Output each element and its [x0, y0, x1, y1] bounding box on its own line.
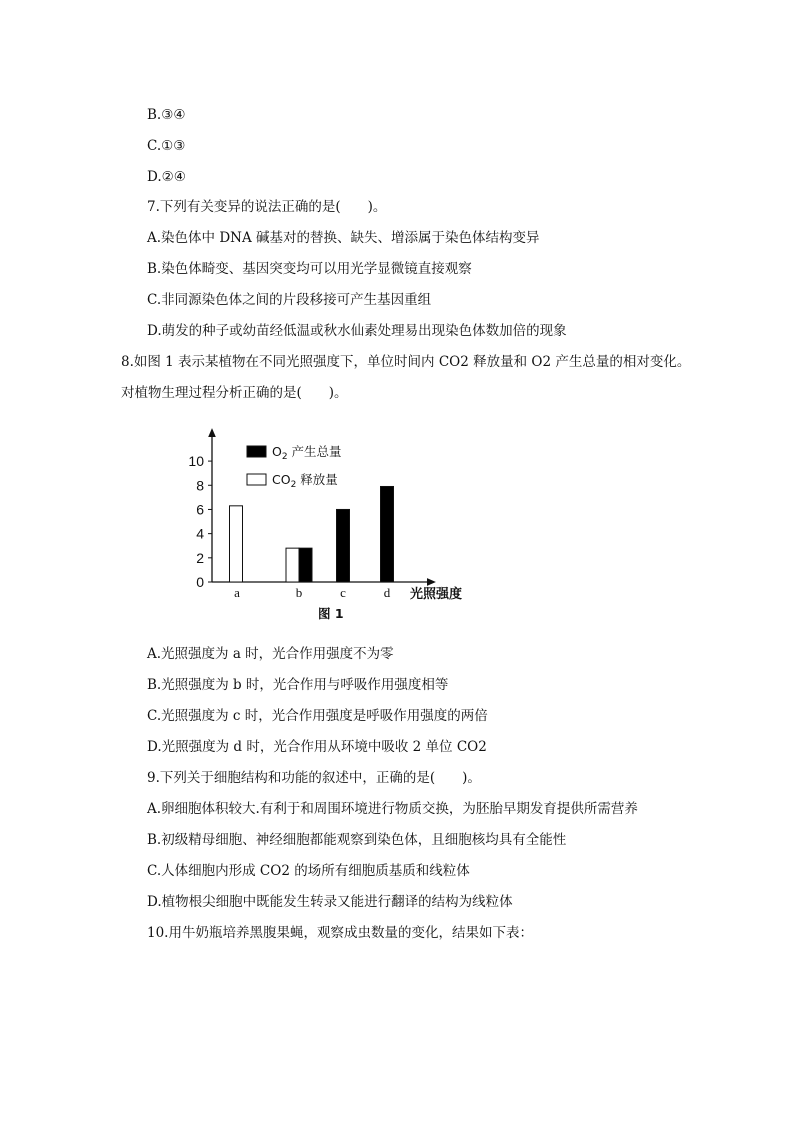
legend-swatch-o2 — [247, 446, 266, 457]
x-category-label-d: d — [383, 585, 391, 600]
chart-svg — [182, 420, 482, 630]
y-tick-label: 8 — [196, 477, 204, 494]
legend-label-co2: $CO_2$ 释放量 — [272, 472, 338, 490]
legend-swatch-co2 — [247, 474, 266, 485]
q7-option-b: B.染色体畸变、基因突变均可以用光学显微镜直接观察 — [147, 261, 472, 277]
y-tick-label: 2 — [196, 549, 204, 566]
q7-option-a: A.染色体中 DNA 碱基对的替换、缺失、增添属于染色体结构变异 — [147, 230, 540, 246]
q7-option-c: C.非同源染色体之间的片段移接可产生基因重组 — [147, 292, 432, 308]
q9-option-c: C.人体细胞内形成 CO2 的场所有细胞质基质和线粒体 — [147, 863, 470, 879]
figure-caption: 图 1 — [318, 606, 344, 621]
q7-option-d: D.萌发的种子或幼苗经低温或秋水仙素处理易出现染色体数加倍的现象 — [147, 323, 567, 339]
q6-option-b: B.③④ — [147, 107, 186, 123]
q8-stem-line2: 对植物生理过程分析正确的是( )。 — [121, 385, 348, 401]
y-tick-label: 10 — [188, 453, 204, 470]
bar-o2-c — [337, 509, 350, 582]
y-tick-label: 4 — [196, 525, 204, 542]
x-category-label-c: c — [340, 585, 346, 600]
q8-option-a: A.光照强度为 a 时，光合作用强度不为零 — [147, 646, 394, 662]
q9-option-a: A.卵细胞体积较大.有利于和周围环境进行物质交换，为胚胎早期发育提供所需营养 — [147, 801, 638, 817]
q10-stem: 10.用牛奶瓶培养黑腹果蝇，观察成虫数量的变化，结果如下表： — [147, 925, 533, 941]
bar-o2-d — [381, 486, 394, 582]
bar-co2-b — [286, 548, 299, 582]
q6-option-d: D.②④ — [147, 169, 186, 185]
x-category-label-a: a — [234, 585, 240, 600]
q6-option-c: C.①③ — [147, 138, 186, 154]
q9-stem: 9.下列关于细胞结构和功能的叙述中，正确的是( )。 — [147, 770, 481, 786]
chart-legend — [247, 444, 342, 490]
x-axis-title: 光照强度 — [410, 587, 463, 602]
q8-option-b: B.光照强度为 b 时，光合作用与呼吸作用强度相等 — [147, 677, 449, 693]
figure-1-bar-chart — [182, 420, 482, 630]
q8-option-d: D.光照强度为 d 时，光合作用从环境中吸收 2 单位 CO2 — [147, 739, 487, 755]
q9-option-b: B.初级精母细胞、神经细胞都能观察到染色体，且细胞核均具有全能性 — [147, 832, 567, 848]
y-tick-label: 0 — [196, 574, 204, 590]
bar-co2-a — [230, 506, 243, 582]
x-category-label-b: b — [295, 585, 303, 600]
q8-option-c: C.光照强度为 c 时，光合作用强度是呼吸作用强度的两倍 — [147, 708, 488, 724]
legend-label-o2: $O_2$ 产生总量 — [272, 444, 342, 462]
bar-o2-b — [299, 548, 312, 582]
q9-option-d: D.植物根尖细胞中既能发生转录又能进行翻译的结构为线粒体 — [147, 894, 513, 910]
y-tick-label: 6 — [196, 501, 204, 518]
q8-stem-line1: 8.如图 1 表示某植物在不同光照强度下，单位时间内 CO2 释放量和 O2 产生总量的相对变化。 — [121, 354, 691, 370]
q7-stem: 7.下列有关变异的说法正确的是( )。 — [147, 199, 387, 215]
